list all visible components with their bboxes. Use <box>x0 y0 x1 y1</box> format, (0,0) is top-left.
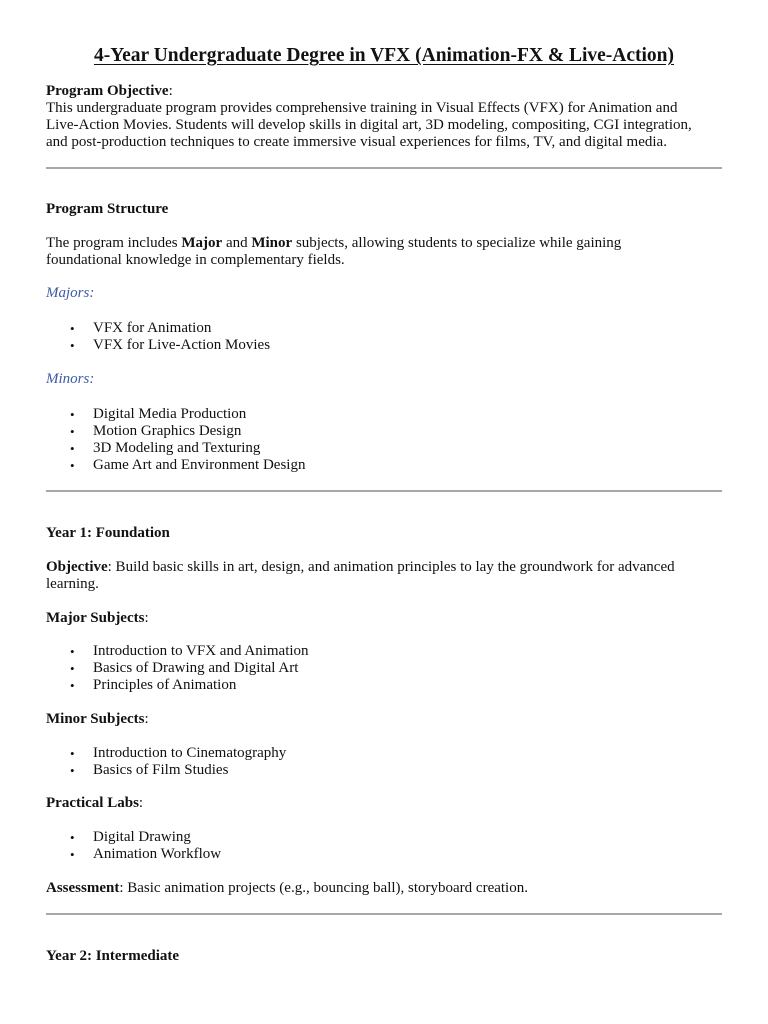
list-item: • Introduction to Cinematography <box>46 745 722 762</box>
year1-heading: Year 1: Foundation <box>46 525 170 541</box>
objective-label: Program Objective <box>46 83 169 99</box>
objective-text-2: Live-Action Movies. Students will develop skills in digital art, 3D modeling, compositing, CGI integration, <box>46 117 692 133</box>
structure-intro <box>46 235 722 252</box>
section-divider <box>46 913 722 915</box>
minors-list <box>46 406 722 474</box>
list-item: • Introduction to VFX and Animation <box>46 643 722 660</box>
list-item: • VFX for Live-Action Movies <box>46 337 722 354</box>
objective-label-line: Program Objective: <box>46 83 173 99</box>
list-item: • Basics of Drawing and Digital Art <box>46 660 722 677</box>
list-item: • VFX for Animation <box>46 320 722 337</box>
list-item: • Digital Drawing <box>46 829 722 846</box>
year1-major-label-line: Major Subjects: <box>46 610 149 626</box>
structure-intro-minor: Minor <box>251 235 293 251</box>
section-divider <box>46 490 722 492</box>
year1-labs-list <box>46 829 722 863</box>
structure-intro-a: The program includes <box>46 235 182 251</box>
year1-assessment <box>46 880 722 897</box>
document-title: 4-Year Undergraduate Degree in VFX (Animation-FX & Live-Action) <box>93 45 675 66</box>
year1-minor-label: Minor Subjects <box>46 711 145 727</box>
year1-minor-label-line: Minor Subjects: <box>46 711 149 727</box>
year1-objective-label: Objective <box>46 559 108 575</box>
structure-intro-and: and <box>222 235 252 251</box>
structure-intro-line2: foundational knowledge in complementary fields. <box>46 252 345 268</box>
list-item: • Animation Workflow <box>46 846 722 863</box>
year1-labs-label: Practical Labs <box>46 795 139 811</box>
objective-text-3: and post-production techniques to create immersive visual experiences for films, TV, and digital media. <box>46 134 667 150</box>
year1-objective-text: : Build basic skills in art, design, and animation principles to lay the groundwork for advanced <box>107 559 675 575</box>
objective-text-1: This undergraduate program provides comprehensive training in Visual Effects (VFX) for Animation and <box>46 100 678 116</box>
list-item: • Principles of Animation <box>46 677 722 694</box>
list-item: • Motion Graphics Design <box>46 423 722 440</box>
structure-intro-major: Major <box>181 235 223 251</box>
year1-assessment-text: : Basic animation projects (e.g., bouncing ball), storyboard creation. <box>119 880 528 896</box>
list-item: • Digital Media Production <box>46 406 722 423</box>
minors-label: Minors: <box>46 371 95 387</box>
year1-minor-list <box>46 745 722 779</box>
list-item: • Game Art and Environment Design <box>46 457 722 474</box>
year2-heading: Year 2: Intermediate <box>46 948 180 964</box>
year1-objective-line2: learning. <box>46 576 99 592</box>
year1-labs-label-line: Practical Labs: <box>46 795 144 811</box>
majors-label: Majors: <box>46 285 95 301</box>
year1-major-list <box>46 643 722 694</box>
year1-assessment-label: Assessment <box>46 880 120 896</box>
structure-intro-b: subjects, allowing students to specialize while gaining <box>292 235 622 251</box>
structure-heading: Program Structure <box>46 201 169 217</box>
year1-objective <box>46 559 722 576</box>
section-divider <box>46 167 722 169</box>
list-item: • Basics of Film Studies <box>46 762 722 779</box>
list-item: • 3D Modeling and Texturing <box>46 440 722 457</box>
majors-list <box>46 320 722 354</box>
year1-major-label: Major Subjects <box>46 610 145 626</box>
